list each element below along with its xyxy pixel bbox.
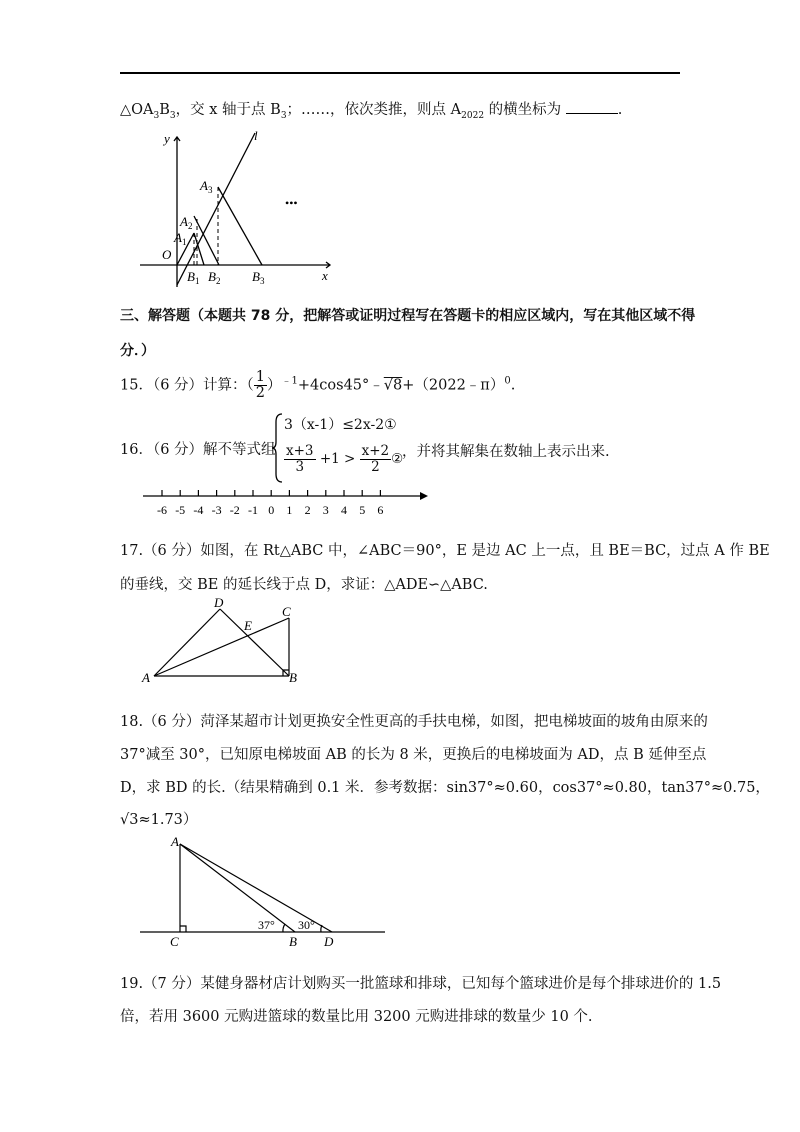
x-label: x: [322, 268, 328, 283]
q15-fraction: $\frac{1}{2}$: [255, 369, 266, 401]
tick-label: -6: [157, 503, 167, 517]
number-line: [140, 484, 430, 520]
tick-label: 0: [268, 503, 275, 517]
section-3-line2: 分．）: [120, 343, 155, 359]
label-C: C: [170, 934, 179, 949]
q19-line2: 倍，若用 3600 元购进篮球的数量比用 3200 元购进排球的数量少 10 个.: [120, 1009, 593, 1025]
tick-label: 4: [341, 503, 347, 517]
q17-line2: 的垂线，交 BE 的延长线于点 D，求证：△ADE∽△ABC.: [120, 577, 488, 593]
label-E: E: [244, 618, 252, 633]
B3-label: $B_3$: [252, 269, 265, 286]
section-3-line1: 三、解答题（本题共 78 分，把解答或证明过程写在答题卡的相应区域内，写在其他区域不得: [120, 308, 696, 324]
tick-label: 3: [322, 503, 329, 517]
tick-label: -5: [175, 503, 186, 517]
line-l: [177, 133, 255, 285]
tick-label: 6: [377, 503, 384, 517]
q18-line2: 37°减至 30°，已知原电梯坡面 AB 的长为 8 米，更换后的电梯坡面为 AD，点 B 延伸至点: [120, 747, 707, 763]
q19-line1: 19.（7 分）某健身器材店计划购买一批篮球和排球，已知每个篮球进价是每个排球进价的 1.5: [120, 976, 722, 992]
B2-label: $B_2$: [208, 269, 221, 286]
angle-30-label: 30°: [298, 918, 315, 932]
label-A: A: [171, 834, 179, 849]
header-rule: [120, 72, 680, 74]
A2-label: $A_2$: [180, 214, 193, 231]
label-B: B: [289, 934, 297, 949]
q16-prefix: 16．（6 分）解不等式组: [120, 442, 276, 458]
label-D: D: [214, 595, 224, 610]
figure-18: [140, 832, 390, 952]
label-B: B: [289, 670, 297, 685]
q15: 15．（6 分）计算：（ $\frac{1}{2}$ ）$^{﹣1}$+4cos45°﹣√8+（2022﹣π）$^0$.: [120, 369, 516, 401]
answer-blank[interactable]: [566, 113, 618, 114]
q17-line1: 17.（6 分）如图，在 Rt△ABC 中，∠ABC＝90°，E 是边 AC 上一点，且 BE＝BC，过点 A 作 BE: [120, 543, 770, 559]
tick-label: 5: [359, 503, 366, 517]
inequality-1: 3（x-1）≤2x-2①: [284, 417, 397, 433]
tick-label: -3: [211, 503, 222, 517]
inequality-2: $\frac{x+3}{3}$ +1 > $\frac{x+2}{2}$ ②: [286, 443, 404, 475]
A3-label: $A_3$: [200, 178, 213, 195]
ellipsis-dots: •••: [285, 196, 298, 210]
q16-suffix: ，并将其解集在数轴上表示出来.: [402, 444, 610, 460]
figure-17: [138, 594, 308, 690]
tick-label: 2: [304, 503, 311, 517]
y-label: y: [164, 131, 170, 146]
figure-14: [140, 125, 350, 290]
l-label: l: [254, 128, 258, 143]
tick-label: -1: [248, 503, 258, 517]
angle-37-label: 37°: [258, 918, 275, 932]
A1-label: $A_1$: [174, 230, 187, 247]
origin-label: O: [162, 247, 172, 262]
q18-line3: D，求 BD 的长.（结果精确到 0.1 米．参考数据：sin37°≈0.60，cos37°≈0.80，tan37°≈0.75，: [120, 780, 770, 796]
tick-label: -4: [193, 503, 204, 517]
system-brace: [272, 412, 284, 484]
q18-line4: √3≈1.73）: [120, 812, 198, 828]
q14-tail: $\triangle OA_3B_3$，交 x 轴于点 $B_3$；……，依次类推，则点 $A_{2022}$ 的横坐标为 .: [120, 102, 623, 121]
label-D: D: [324, 934, 334, 949]
tick-label: -2: [229, 503, 240, 517]
q18-line1: 18.（6 分）菏泽某超市计划更换安全性更高的手扶电梯，如图，把电梯坡面的坡角由原来的: [120, 714, 708, 730]
label-A: A: [142, 670, 150, 685]
label-C: C: [282, 604, 291, 619]
B1-label: $B_1$: [187, 269, 200, 286]
tick-label: 1: [286, 503, 293, 517]
